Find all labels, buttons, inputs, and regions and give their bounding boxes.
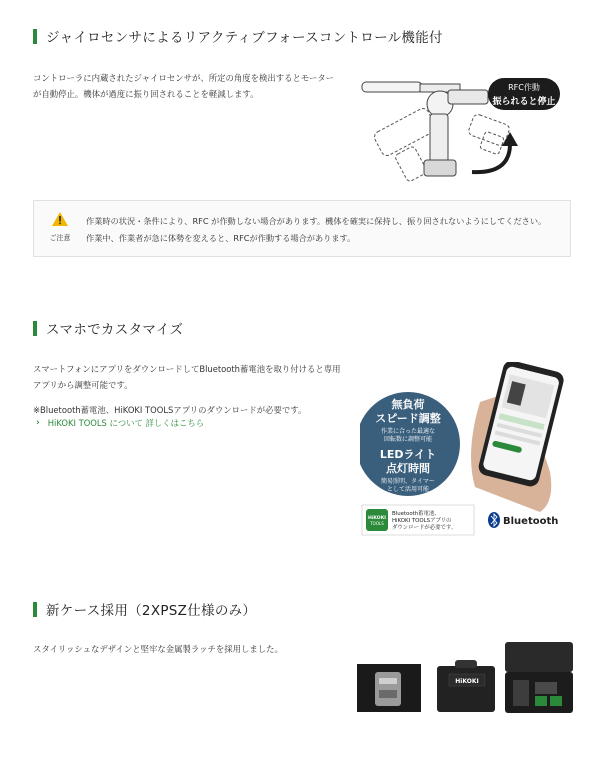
badge-bottom-text: 振られると停止: [492, 97, 556, 107]
rfc-drill-illustration: [360, 64, 575, 189]
feature-title: LEDライト: [379, 448, 437, 461]
rotation-arrow: [472, 144, 510, 172]
caution-box: [33, 200, 571, 257]
closed-case: [437, 660, 495, 712]
feature-title: 無負荷: [391, 398, 425, 411]
text-line: スマートフォンにアプリをダウンロードしてBluetooth蓄電池を取り付けると専用: [33, 364, 341, 374]
chevron-right-icon: ›: [36, 418, 40, 428]
section-title: スマホでカスタマイズ: [46, 322, 184, 338]
text-line: アプリから調整可能です。: [33, 379, 133, 390]
bluetooth-label: Bluetooth: [503, 516, 559, 527]
tool-case-photos: [355, 640, 575, 715]
section-heading-gyro: [33, 26, 443, 46]
section-heading-smartphone: [33, 318, 183, 338]
caution-line: 作業時の状況・条件により、RFC が作動しない場合があります。機体を確実に保持し、振り回されないようにしてください。: [86, 216, 547, 226]
open-case: [505, 642, 573, 713]
smartphone: [477, 362, 566, 488]
feature-sub: 回転数に調整可能: [383, 436, 433, 443]
smartphone-description: [33, 362, 363, 393]
section-heading-case: [33, 599, 256, 619]
app-note-line: Bluetooth蓄電池、: [392, 511, 440, 517]
heading-accent-bar: [33, 29, 37, 44]
link-text: HiKOKI TOOLS について 詳しくはこちら: [47, 418, 205, 428]
feature-title: 点灯時間: [386, 462, 430, 475]
app-note-line: HiKOKI TOOLSアプリの: [392, 518, 452, 524]
caution-text: [86, 213, 546, 247]
feature-sub: 簡易照明、タイマー: [381, 478, 435, 485]
feature-title: スピード調整: [375, 412, 441, 425]
smartphone-app-illustration: [360, 362, 575, 542]
section-title: ジャイロセンサによるリアクティブフォースコントロール機能付: [46, 30, 443, 46]
case-brand-label: HiKOKI: [455, 678, 479, 685]
text-line: コントローラに内蔵されたジャイロセンサが、所定の角度を検出するとモーター: [33, 73, 334, 83]
feature-sub: として活用可能: [386, 486, 430, 493]
feature-sub: 作業に合った最適な: [380, 428, 436, 435]
case-description: [33, 642, 363, 658]
text-line: スタイリッシュなデザインと堅牢な金属製ラッチを採用しました。: [33, 644, 283, 654]
app-icon-text: TOOLS: [370, 521, 384, 526]
text-line: が自動停止。機体が過度に振り回されることを軽減します。: [33, 88, 259, 99]
heading-accent-bar: [33, 321, 37, 336]
arrow-head: [502, 132, 518, 146]
caution-label: ご注意: [49, 234, 71, 242]
gyro-description: [33, 71, 363, 102]
badge-top-text: RFC作動: [508, 83, 540, 92]
app-icon-text: HiKOKI: [368, 516, 386, 521]
section-title: 新ケース採用（2XPSZ仕様のみ）: [46, 603, 257, 619]
caution-marker: [44, 211, 76, 243]
hikoki-tools-link[interactable]: [36, 417, 204, 429]
app-note-line: ダウンロードが必要です。: [392, 525, 457, 531]
warning-icon: [51, 211, 69, 227]
requirement-note: ※Bluetooth蓄電池、HiKOKI TOOLSアプリのダウンロードが必要です。: [33, 405, 307, 415]
heading-accent-bar: [33, 602, 37, 617]
caution-line: 作業中、作業者が急に体勢を変えると、RFCが作動する場合があります。: [86, 233, 356, 243]
